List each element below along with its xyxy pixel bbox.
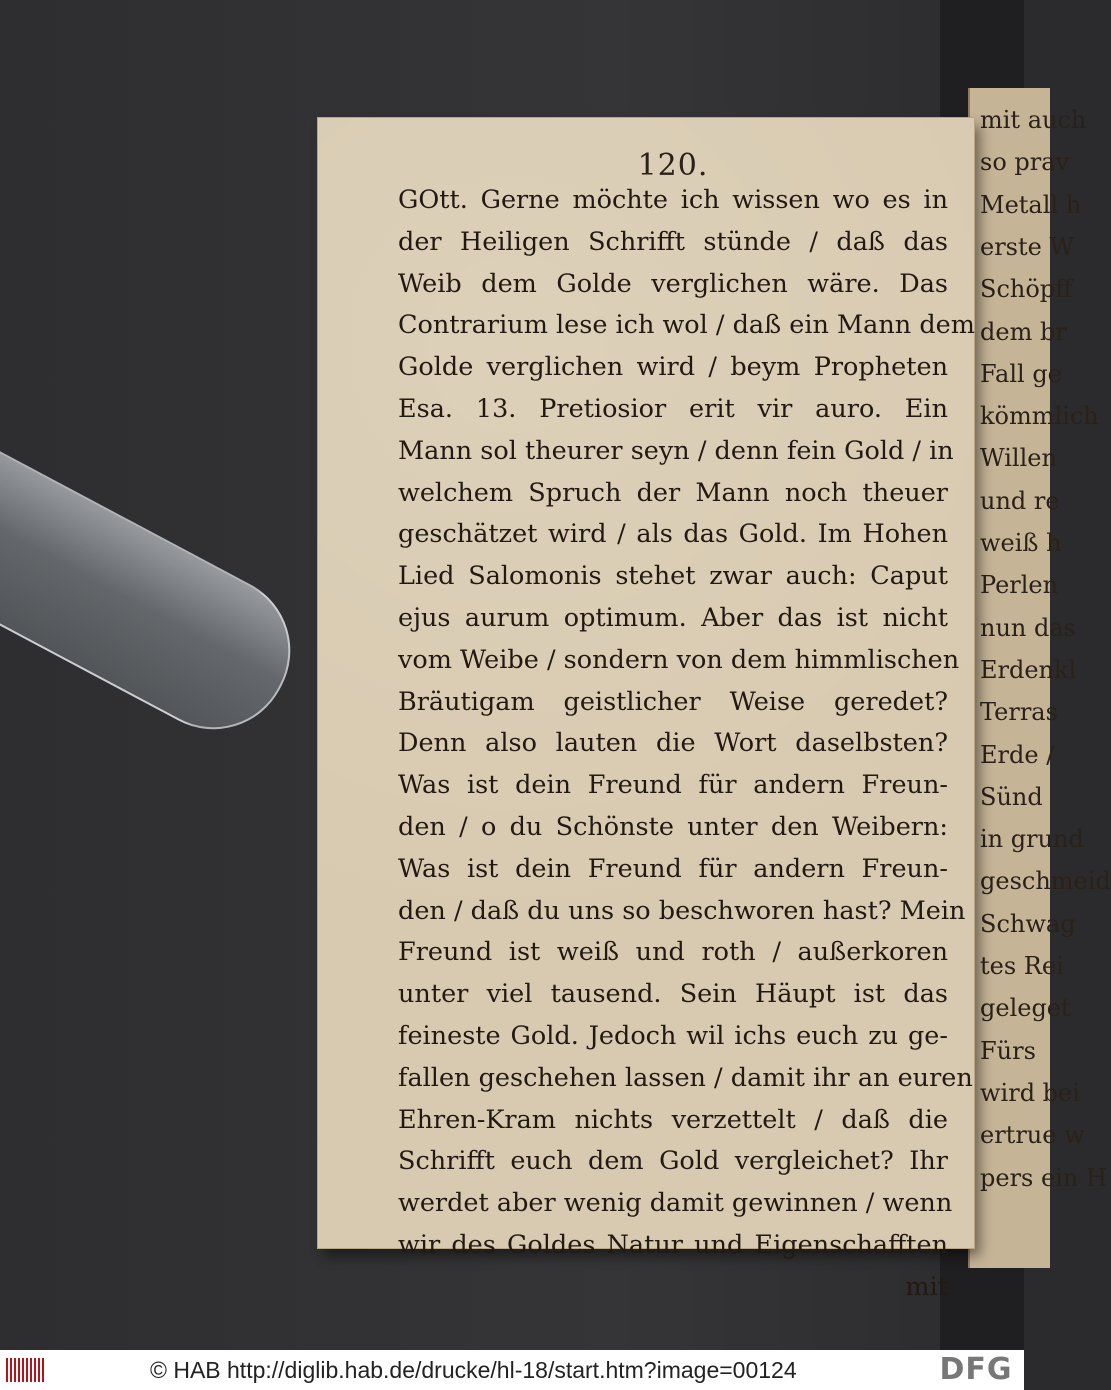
next-page-fragment: weiß h: [980, 529, 1062, 557]
next-page-fragment: Schöpff: [980, 275, 1073, 304]
text-line: vom Weibe / sondern von dem himmlischen: [398, 644, 960, 675]
next-page-fragment: geschmeid: [980, 867, 1111, 896]
text-line: Esa. 13. Pretiosior erit vir auro. Ein: [398, 393, 948, 424]
text-line: werdet aber wenig damit gewinnen / wenn: [398, 1188, 953, 1219]
text-line: unter viel tausend. Sein Häupt ist das: [398, 979, 948, 1010]
next-page-fragment: kömmlich: [980, 402, 1099, 431]
text-line: GOtt. Gerne möchte ich wissen wo es in: [398, 185, 948, 215]
next-page-fragment: geleget: [980, 994, 1071, 1023]
book-page: [318, 118, 975, 1302]
text-line: wir des Goldes Natur und Eigenschafften: [398, 1229, 948, 1260]
next-page-fragment: Terras: [980, 698, 1058, 727]
text-line: Schrifft euch dem Gold vergleichet? Ihr: [398, 1146, 948, 1177]
text-line: Freund ist weiß und roth / außerkoren: [398, 937, 948, 968]
next-page-fragment: erste W: [980, 232, 1075, 261]
next-page-fragment: Willen: [980, 444, 1057, 473]
text-line: geschätzet wird / als das Gold. Im Hohen: [398, 519, 948, 550]
next-page-fragment: nun das: [980, 613, 1076, 642]
text-line: Ehren-Kram nichts verzettelt / daß die: [398, 1104, 948, 1135]
next-page-fragment: wird bei: [980, 1078, 1080, 1107]
next-page-fragment: Fall ge: [980, 359, 1062, 388]
text-line: welchem Spruch der Mann noch theuer: [398, 477, 948, 508]
text-line: Bräutigam geistlicher Weise geredet?: [398, 686, 948, 717]
text-line: Lied Salomonis stehet zwar auch: Caput: [398, 561, 948, 592]
viewer-footer: [0, 1350, 1024, 1390]
next-page-fragment: und re: [980, 486, 1060, 515]
next-page-fragment: so prav: [980, 148, 1070, 177]
next-page-fragment: Metall h: [980, 190, 1082, 219]
text-line: den / daß du uns so beschworen hast? Mein: [398, 895, 966, 926]
next-page-fragment: Perlen: [980, 571, 1059, 600]
text-line: Golde verglichen wird / beym Propheten: [398, 352, 948, 383]
text-line: feineste Gold. Jedoch wil ichs euch zu ge-: [398, 1020, 948, 1051]
next-page-fragment: dem br: [980, 317, 1067, 346]
text-line: den / o du Schönste unter den Weibern:: [398, 811, 948, 842]
text-line: Was ist dein Freund für andern Freun-: [398, 853, 948, 884]
catchword: mit: [905, 1271, 948, 1302]
next-page-fragment: Fürs: [980, 1036, 1036, 1065]
text-line: Contrarium lese ich wol / daß ein Mann dem: [398, 310, 975, 341]
next-page-fragment: ertrue w: [980, 1121, 1085, 1150]
plastic-page-holder: [0, 430, 317, 756]
page-number: 120.: [637, 148, 709, 183]
text-line: ejus aurum optimum. Aber das ist nicht: [398, 602, 948, 633]
next-page-edge: [968, 88, 1111, 1268]
dfg-logo: DFG: [939, 1352, 1013, 1387]
text-line: fallen geschehen lassen / damit ihr an euren: [398, 1062, 973, 1093]
next-page-fragment: tes Rei: [980, 952, 1064, 980]
next-page-fragment: Erdenkl: [980, 655, 1077, 684]
page-text: [398, 180, 975, 1309]
text-line: Weib dem Golde verglichen wäre. Das: [398, 268, 948, 299]
copyright-link[interactable]: © HAB http://diglib.hab.de/drucke/hl-18/start.htm?image=00124: [150, 1357, 797, 1383]
text-line: Mann sol theurer seyn / denn fein Gold / in: [398, 435, 954, 466]
next-page-fragment: mit auch: [980, 106, 1087, 134]
text-line: der Heiligen Schrifft stünde / daß das: [398, 226, 948, 257]
next-page-fragment: Sünd: [980, 782, 1043, 811]
next-page-fragment: pers ein H: [980, 1163, 1107, 1192]
next-page-fragment: Erde /: [980, 740, 1055, 769]
text-line: Was ist dein Freund für andern Freun-: [398, 770, 948, 801]
text-line: Denn also lauten die Wort daselbsten?: [398, 728, 948, 759]
next-page-fragment: in grund: [980, 825, 1084, 854]
next-page-fragment: Schwag: [980, 909, 1076, 938]
barcode-icon: [6, 1358, 46, 1382]
